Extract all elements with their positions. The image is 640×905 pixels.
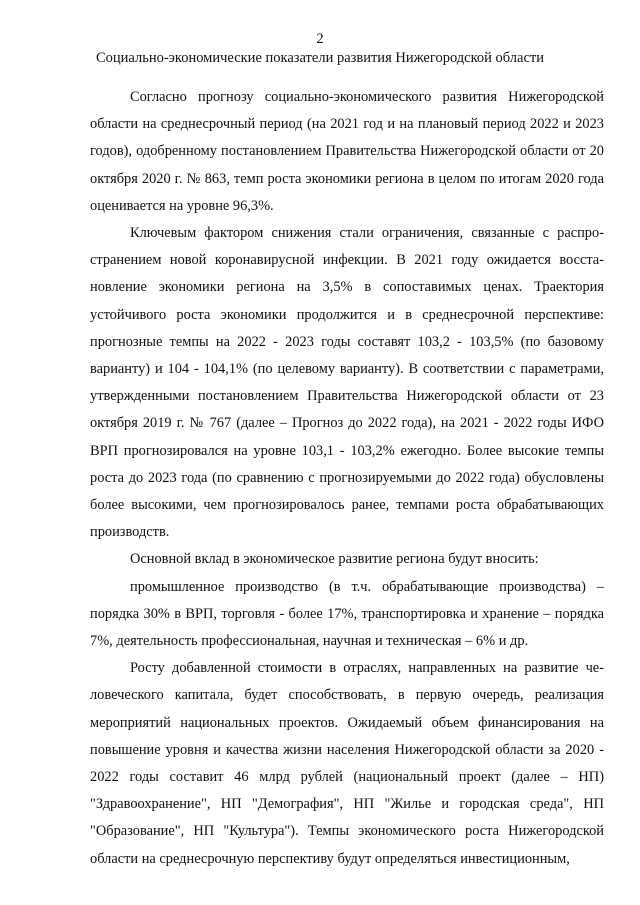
- document-title: Социально-экономические показатели развития Нижегородской области: [95, 50, 545, 66]
- paragraph-industry-shares: промышленное производство (в т.ч. обрабатывающие производства) – порядка 30% в ВРП, торговля - более 17%, транспортировка и хранение – порядка 7%, деятельность профессиональная, научная и техническая – 6% и др.: [90, 578, 604, 650]
- document-body: [90, 84, 604, 873]
- paragraph-key-factor: Ключевым фактором снижения стали ограничения, связанные с распространением новой коронавирусной инфекции. В 2021 году ожидается восстановление экономики региона на 3,5% в сопоставимых ценах. Траектория устойчивого роста экономики продолжится и в среднесрочной перспективе: прогнозные темпы на 2022 - 2023 годы составят 103,2 - 103,5% (по базовому варианту) и 104 - 104,1% (по целевому варианту). В соответствии с параметрами, утвержденными постановлением Правительства Нижегородской области от 23 октября 2019 г. № 767 (далее – Прогноз до 2022 года), на 2021 - 2022 годы ИФО ВРП прогнозировался на уровне 103,1 - 103,2% ежегодно. Более высокие темпы роста до 2023 года (по сравнению с прогнозируемыми до 2022 года) обусловлены более высокими, чем прогнозировалось ранее, темпами роста обрабатывающих производств.: [90, 225, 604, 541]
- paragraph-forecast: Согласно прогнозу социально-экономического развития Нижегородской области на среднесрочный период (на 2021 год и на плановый период 2022 и 2023 годов), одобренному постановлением Правительства Нижегородской области от 20 октября 2020 г. № 863, темп роста экономики региона в целом по итогам 2020 года оценивается на уровне 96,3%.: [90, 89, 604, 214]
- paragraph-main-contribution: Основной вклад в экономическое развитие региона будут вносить:: [130, 551, 539, 568]
- page-number: 2: [316, 31, 324, 47]
- paragraph-human-capital: Росту добавленной стоимости в отраслях, направленных на развитие человеческого капитала, будет способствовать, в первую очередь, реализация мероприятий национальных проектов. Ожидаемый объем финансирования на повышение уровня и качества жизни населения Нижегородской области за 2020 - 2022 годы составит 46 млрд рублей (национальный проект (далее – НП) "Здравоохранение", НП "Демография", НП "Жилье и городская среда", НП "Образование", НП "Культура"). Темпы экономического роста Нижегородской области на среднесрочную перспективу будут определяться инвестиционным,: [90, 660, 604, 867]
